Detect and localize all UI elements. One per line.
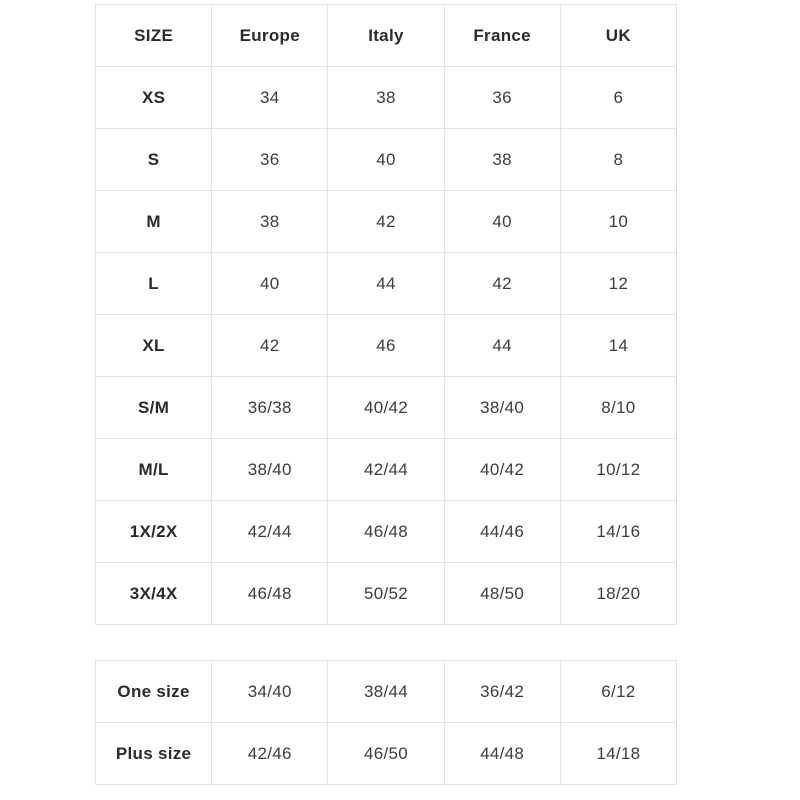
size-value-cell: 6/12	[560, 661, 676, 723]
size-value-cell: 44/48	[444, 723, 560, 785]
size-value-cell: 42	[444, 253, 560, 315]
size-value-cell: 42/44	[328, 439, 444, 501]
size-value-cell: 36	[212, 129, 328, 191]
size-value-cell: 38	[328, 67, 444, 129]
size-label: 1X/2X	[96, 501, 212, 563]
size-value-cell: 50/52	[328, 563, 444, 625]
size-value-cell: 40	[212, 253, 328, 315]
size-value-cell: 42/44	[212, 501, 328, 563]
size-value-cell: 42/46	[212, 723, 328, 785]
size-value-cell: 10	[560, 191, 676, 253]
size-label: M/L	[96, 439, 212, 501]
size-label: XL	[96, 315, 212, 377]
size-value-cell: 34	[212, 67, 328, 129]
size-value-cell: 8/10	[560, 377, 676, 439]
table-row	[96, 723, 677, 785]
size-value-cell: 44	[328, 253, 444, 315]
size-value-cell: 42	[212, 315, 328, 377]
size-value-cell: 44	[444, 315, 560, 377]
size-label: M	[96, 191, 212, 253]
size-label: L	[96, 253, 212, 315]
size-value-cell: 40/42	[328, 377, 444, 439]
size-value-cell: 46/48	[328, 501, 444, 563]
size-label: Plus size	[96, 723, 212, 785]
column-header: UK	[560, 5, 676, 67]
table-row	[96, 315, 677, 377]
table-row	[96, 129, 677, 191]
size-value-cell: 14/18	[560, 723, 676, 785]
size-value-cell: 38	[212, 191, 328, 253]
size-conversion-table	[95, 4, 677, 625]
table-row	[96, 501, 677, 563]
size-table-head	[96, 5, 677, 67]
size-value-cell: 34/40	[212, 661, 328, 723]
size-table-body	[96, 67, 677, 625]
size-value-cell: 38/40	[212, 439, 328, 501]
size-value-cell: 44/46	[444, 501, 560, 563]
table-row	[96, 439, 677, 501]
size-value-cell: 46/48	[212, 563, 328, 625]
size-label: XS	[96, 67, 212, 129]
table-row	[96, 191, 677, 253]
table-row	[96, 67, 677, 129]
size-value-cell: 14	[560, 315, 676, 377]
size-value-cell: 6	[560, 67, 676, 129]
size-value-cell: 38	[444, 129, 560, 191]
column-header: Italy	[328, 5, 444, 67]
table-row	[96, 377, 677, 439]
size-value-cell: 40/42	[444, 439, 560, 501]
size-value-cell: 36	[444, 67, 560, 129]
size-value-cell: 36/38	[212, 377, 328, 439]
special-sizes-table	[95, 660, 677, 785]
size-label: 3X/4X	[96, 563, 212, 625]
size-value-cell: 12	[560, 253, 676, 315]
column-header: Europe	[212, 5, 328, 67]
size-value-cell: 40	[328, 129, 444, 191]
size-value-cell: 18/20	[560, 563, 676, 625]
size-value-cell: 14/16	[560, 501, 676, 563]
table-row	[96, 563, 677, 625]
table-row	[96, 661, 677, 723]
column-header: France	[444, 5, 560, 67]
column-header: SIZE	[96, 5, 212, 67]
size-label: One size	[96, 661, 212, 723]
size-value-cell: 10/12	[560, 439, 676, 501]
size-label: S/M	[96, 377, 212, 439]
size-value-cell: 38/40	[444, 377, 560, 439]
size-value-cell: 8	[560, 129, 676, 191]
special-table-body	[96, 661, 677, 785]
size-value-cell: 36/42	[444, 661, 560, 723]
size-value-cell: 46/50	[328, 723, 444, 785]
size-value-cell: 42	[328, 191, 444, 253]
size-value-cell: 48/50	[444, 563, 560, 625]
size-value-cell: 38/44	[328, 661, 444, 723]
size-value-cell: 40	[444, 191, 560, 253]
table-row	[96, 253, 677, 315]
size-label: S	[96, 129, 212, 191]
header-row	[96, 5, 677, 67]
size-value-cell: 46	[328, 315, 444, 377]
